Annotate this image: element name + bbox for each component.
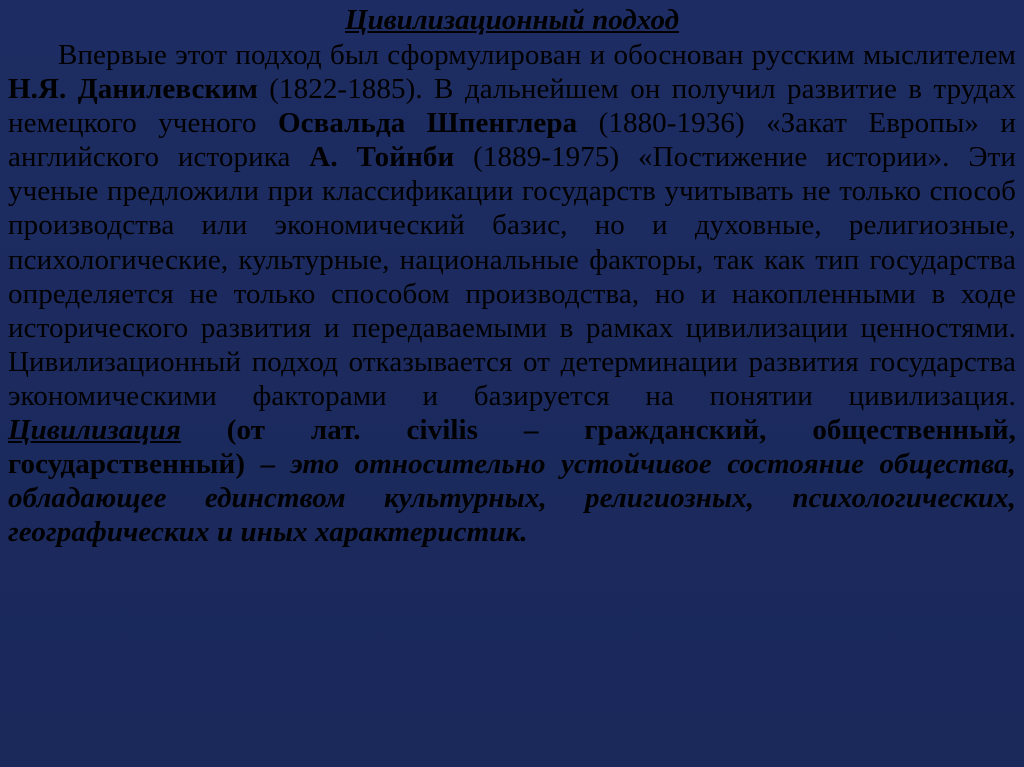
text-run: (1880-1936) «Закат Европы» и английского историка <box>8 107 1017 174</box>
text-run: Впервые этот подход был сформулирован и обоснован русским мыслителем <box>58 39 1016 71</box>
text-run-bold: (от лат. civilis – гражданский, общественный, государственный) – <box>8 414 1016 481</box>
slide-title: Цивилизационный подход <box>345 4 679 36</box>
term-civilization: Цивилизация <box>8 414 181 447</box>
definition-text: это относительно устойчивое состояние общества, обладающее единством культурных, религиозных, психологических, географических и иных характеристик. <box>8 448 1016 549</box>
text-run: (1822-1885). В дальнейшем он получил развитие в трудах немецкого ученого <box>8 73 1016 140</box>
slide-content <box>8 4 1016 549</box>
body-paragraph <box>8 38 1016 549</box>
text-run-bold: Н.Я. Данилевским <box>8 73 258 106</box>
text-run-bold: А. Тойнби <box>309 141 455 174</box>
text-run: (1889-1975) «Постижение истории». Эти ученые предложили при классификации государств учитывать не только способ производства или экономический базис, но и духовные, религиозные, психологические, культурные, национальные факторы, так как тип государства определяется не только способом производства, но и накопленными в ходе исторического развития и передаваемыми в рамках цивилизации ценностями. Цивилизационный подход отказывается от детерминации развития государства экономическими факторами и базируется на понятии цивилизация. <box>8 141 1016 412</box>
text-run-bold: Освальда Шпенглера <box>277 107 578 140</box>
